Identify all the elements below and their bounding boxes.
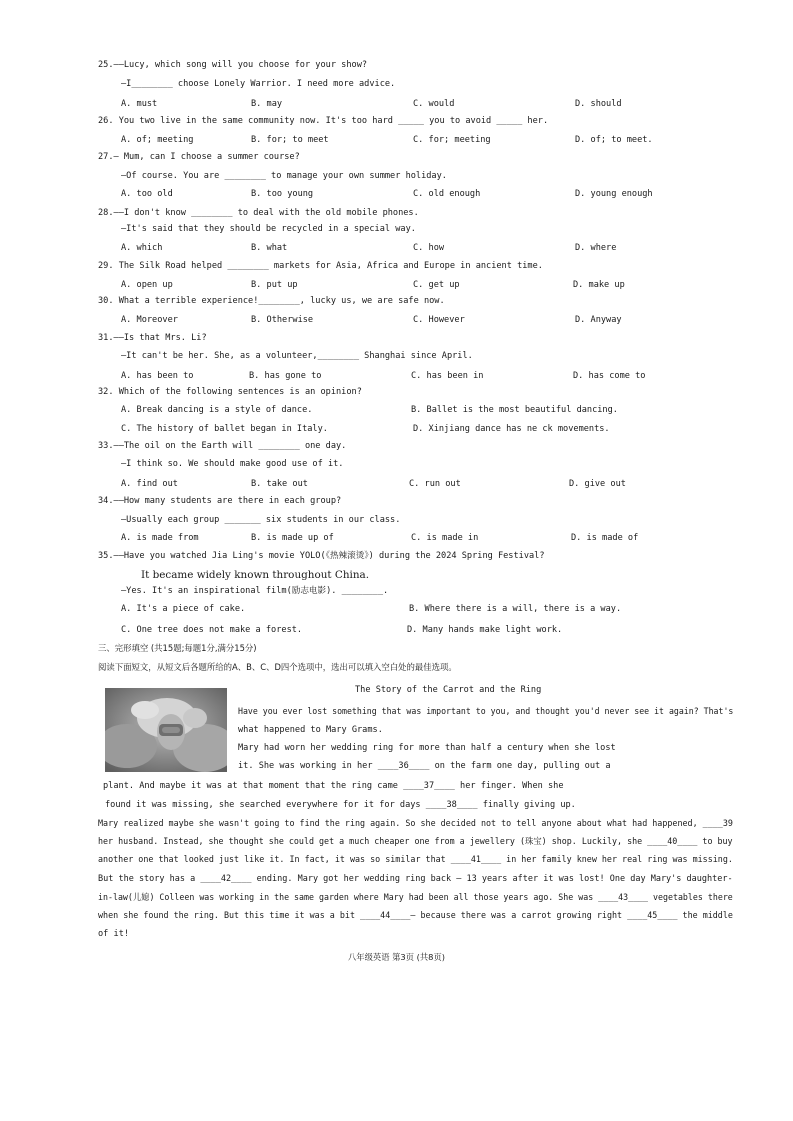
text: Mary realized maybe she wasn't going to find the ring again. So she decided not to tell anyone about what had happened,	[98, 819, 703, 829]
q33-option-d: D. give out	[569, 479, 626, 489]
text: found it was missing, she searched everywhere for it for days	[105, 800, 426, 810]
passage-line-1: Have you ever lost something that was important to you, and thought you'd never see it again? That's	[238, 707, 734, 717]
q35-option-d: D. Many hands make light work.	[407, 625, 563, 635]
q32-option-c: C. The history of ballet began in Italy.	[121, 424, 328, 434]
passage-title: The Story of the Carrot and the Ring	[355, 685, 542, 695]
q26-option-a: A. of; meeting	[121, 135, 194, 145]
q28-line2: —It's said that they should be recycled in a special way.	[121, 224, 416, 234]
q26-option-b: B. for; to meet	[251, 135, 329, 145]
passage-line-12	[98, 911, 733, 922]
q32-option-d: D. Xinjiang dance has ne ck movements.	[413, 424, 610, 434]
q35-line2: —Yes. It's an inspirational film(励志电影). ________.	[121, 586, 389, 596]
q31-option-a: A. has been to	[121, 371, 194, 381]
q32-option-b: B. Ballet is the most beautiful dancing.	[411, 405, 618, 415]
blank-39: ____39	[702, 819, 733, 829]
q33-option-a: A. find out	[121, 479, 178, 489]
carrot-ring-photo	[105, 688, 227, 772]
q28-option-d: D. where	[575, 243, 617, 253]
q30-option-a: A. Moreover	[121, 315, 178, 325]
q34-stem: 34.——How many students are there in each group?	[98, 496, 342, 506]
q27-option-c: C. old enough	[413, 189, 481, 199]
text: it. She was working in her	[238, 761, 378, 771]
q30-option-b: B. Otherwise	[251, 315, 314, 325]
q33-option-b: B. take out	[251, 479, 308, 489]
q29-stem: 29. The Silk Road helped ________ markets for Asia, Africa and Europe in ancient time.	[98, 261, 543, 271]
q29-option-b: B. put up	[251, 280, 298, 290]
q33-option-c: C. run out	[409, 479, 461, 489]
q25-line2: —I________ choose Lonely Warrior. I need more advice.	[121, 79, 396, 89]
q29-option-a: A. open up	[121, 280, 173, 290]
text: the middle	[677, 911, 733, 921]
q35-option-b: B. Where there is a will, there is a way.	[409, 604, 622, 614]
q25-stem: 25.——Lucy, which song will you choose for your show?	[98, 60, 368, 70]
q27-option-d: D. young enough	[575, 189, 653, 199]
blank-45: ____45____	[627, 911, 678, 921]
q29-option-c: C. get up	[413, 280, 460, 290]
passage-line-11	[98, 893, 733, 904]
text: in her family knew her real ring was missing.	[501, 855, 733, 865]
section-heading: 三、完形填空 (共15题;每题1分,满分15分)	[98, 643, 257, 653]
blank-40: ____40____	[647, 837, 698, 847]
q33-stem: 33.——The oil on the Earth will ________ one day.	[98, 441, 347, 451]
text: ending. Mary got her wedding ring back — 13 years after it was lost! One day Mary's daughter-	[251, 874, 733, 884]
text: vegetables there	[648, 893, 733, 903]
q31-stem: 31.——Is that Mrs. Li?	[98, 333, 207, 343]
passage-line-10	[98, 874, 733, 885]
text: to buy	[697, 837, 733, 847]
text: — because there was a carrot growing right	[410, 911, 628, 921]
q35-option-a: A. It's a piece of cake.	[121, 604, 246, 614]
q34-option-c: C. is made in	[411, 533, 479, 543]
q35-stem: 35.——Have you watched Jia Ling's movie YOLO(《热辣滚烫》) during the 2024 Spring Festival?	[98, 551, 545, 561]
blank-37: ____37____	[403, 781, 455, 791]
q32-option-a: A. Break dancing is a style of dance.	[121, 405, 313, 415]
blank-36: ____36____	[377, 761, 430, 771]
q25-option-d: D. should	[575, 99, 622, 109]
q34-option-b: B. is made up of	[251, 533, 334, 543]
q34-option-a: A. is made from	[121, 533, 199, 543]
q30-stem: 30. What a terrible experience!________, lucky us, we are safe now.	[98, 296, 445, 306]
q27-option-a: A. too old	[121, 189, 173, 199]
passage-line-6	[105, 800, 576, 811]
q25-option-b: B. may	[251, 99, 283, 109]
passage-line-9	[98, 855, 733, 866]
text: But the story has a	[98, 874, 201, 884]
q34-option-d: D. is made of	[571, 533, 639, 543]
text: on the farm one day, pulling out a	[429, 761, 611, 771]
q27-stem: 27.— Mum, can I choose a summer course?	[98, 152, 300, 162]
q28-option-b: B. what	[251, 243, 288, 253]
page-footer: 八年级英语 第3页 (共8页)	[348, 952, 445, 962]
q29-option-d: D. make up	[573, 280, 625, 290]
q25-option-a: A. must	[121, 99, 158, 109]
blank-44: ____44____	[360, 911, 411, 921]
q35-inserted-sentence: It became widely known throughout China.	[141, 569, 370, 581]
q26-option-d: D. of; to meet.	[575, 135, 653, 145]
passage-line-5	[103, 781, 564, 792]
q31-option-c: C. has been in	[411, 371, 484, 381]
q28-stem: 28.——I don't know ________ to deal with the old mobile phones.	[98, 208, 419, 218]
text: her husband. Instead, she thought she could get a much cheaper one from a jewellery (珠宝) shop. Luckily, she	[98, 837, 648, 847]
passage-line-3: Mary had worn her wedding ring for more than half a century when she lost	[238, 743, 616, 753]
blank-43: ____43____	[598, 893, 649, 903]
q31-option-d: D. has come to	[573, 371, 646, 381]
q32-stem: 32. Which of the following sentences is an opinion?	[98, 387, 362, 397]
passage-line-7	[98, 819, 733, 830]
q27-line2: —Of course. You are ________ to manage your own summer holiday.	[121, 171, 447, 181]
text: plant. And maybe it was at that moment that the ring came	[103, 781, 404, 791]
text: when she found the ring. But this time it was a bit	[98, 911, 361, 921]
q31-option-b: B. has gone to	[249, 371, 322, 381]
q28-option-c: C. how	[413, 243, 445, 253]
blank-42: ____42____	[200, 874, 252, 884]
q26-option-c: C. for; meeting	[413, 135, 491, 145]
text: finally giving up.	[477, 800, 576, 810]
text: in-law(儿媳) Colleen was working in the same garden where Mary had been all those years ago. She was	[98, 893, 599, 903]
q26-stem: 26. You two live in the same community now. It's too hard _____ you to avoid _____ her.	[98, 116, 549, 126]
text: another one that looked just like it. In fact, it was so similar that	[98, 855, 451, 865]
passage-line-8	[98, 837, 733, 848]
text: her finger. When she	[454, 781, 564, 791]
passage-line-4	[238, 761, 611, 772]
passage-line-2: what happened to Mary Grams.	[238, 725, 383, 735]
q30-option-c: C. However	[413, 315, 465, 325]
q30-option-d: D. Anyway	[575, 315, 622, 325]
blank-38: ____38____	[425, 800, 478, 810]
q27-option-b: B. too young	[251, 189, 314, 199]
q25-option-c: C. would	[413, 99, 455, 109]
blank-41: ____41____	[450, 855, 502, 865]
passage-line-13: of it!	[98, 929, 130, 939]
q35-option-c: C. One tree does not make a forest.	[121, 625, 303, 635]
section-instruction: 阅读下面短文，从短文后各题所给的A、B、C、D四个选项中，选出可以填入空白处的最佳选项。	[98, 662, 457, 672]
q28-option-a: A. which	[121, 243, 163, 253]
q34-line2: —Usually each group _______ six students in our class.	[121, 515, 401, 525]
q31-line2: —It can't be her. She, as a volunteer,________ Shanghai since April.	[121, 351, 473, 361]
q33-line2: —I think so. We should make good use of it.	[121, 459, 344, 469]
